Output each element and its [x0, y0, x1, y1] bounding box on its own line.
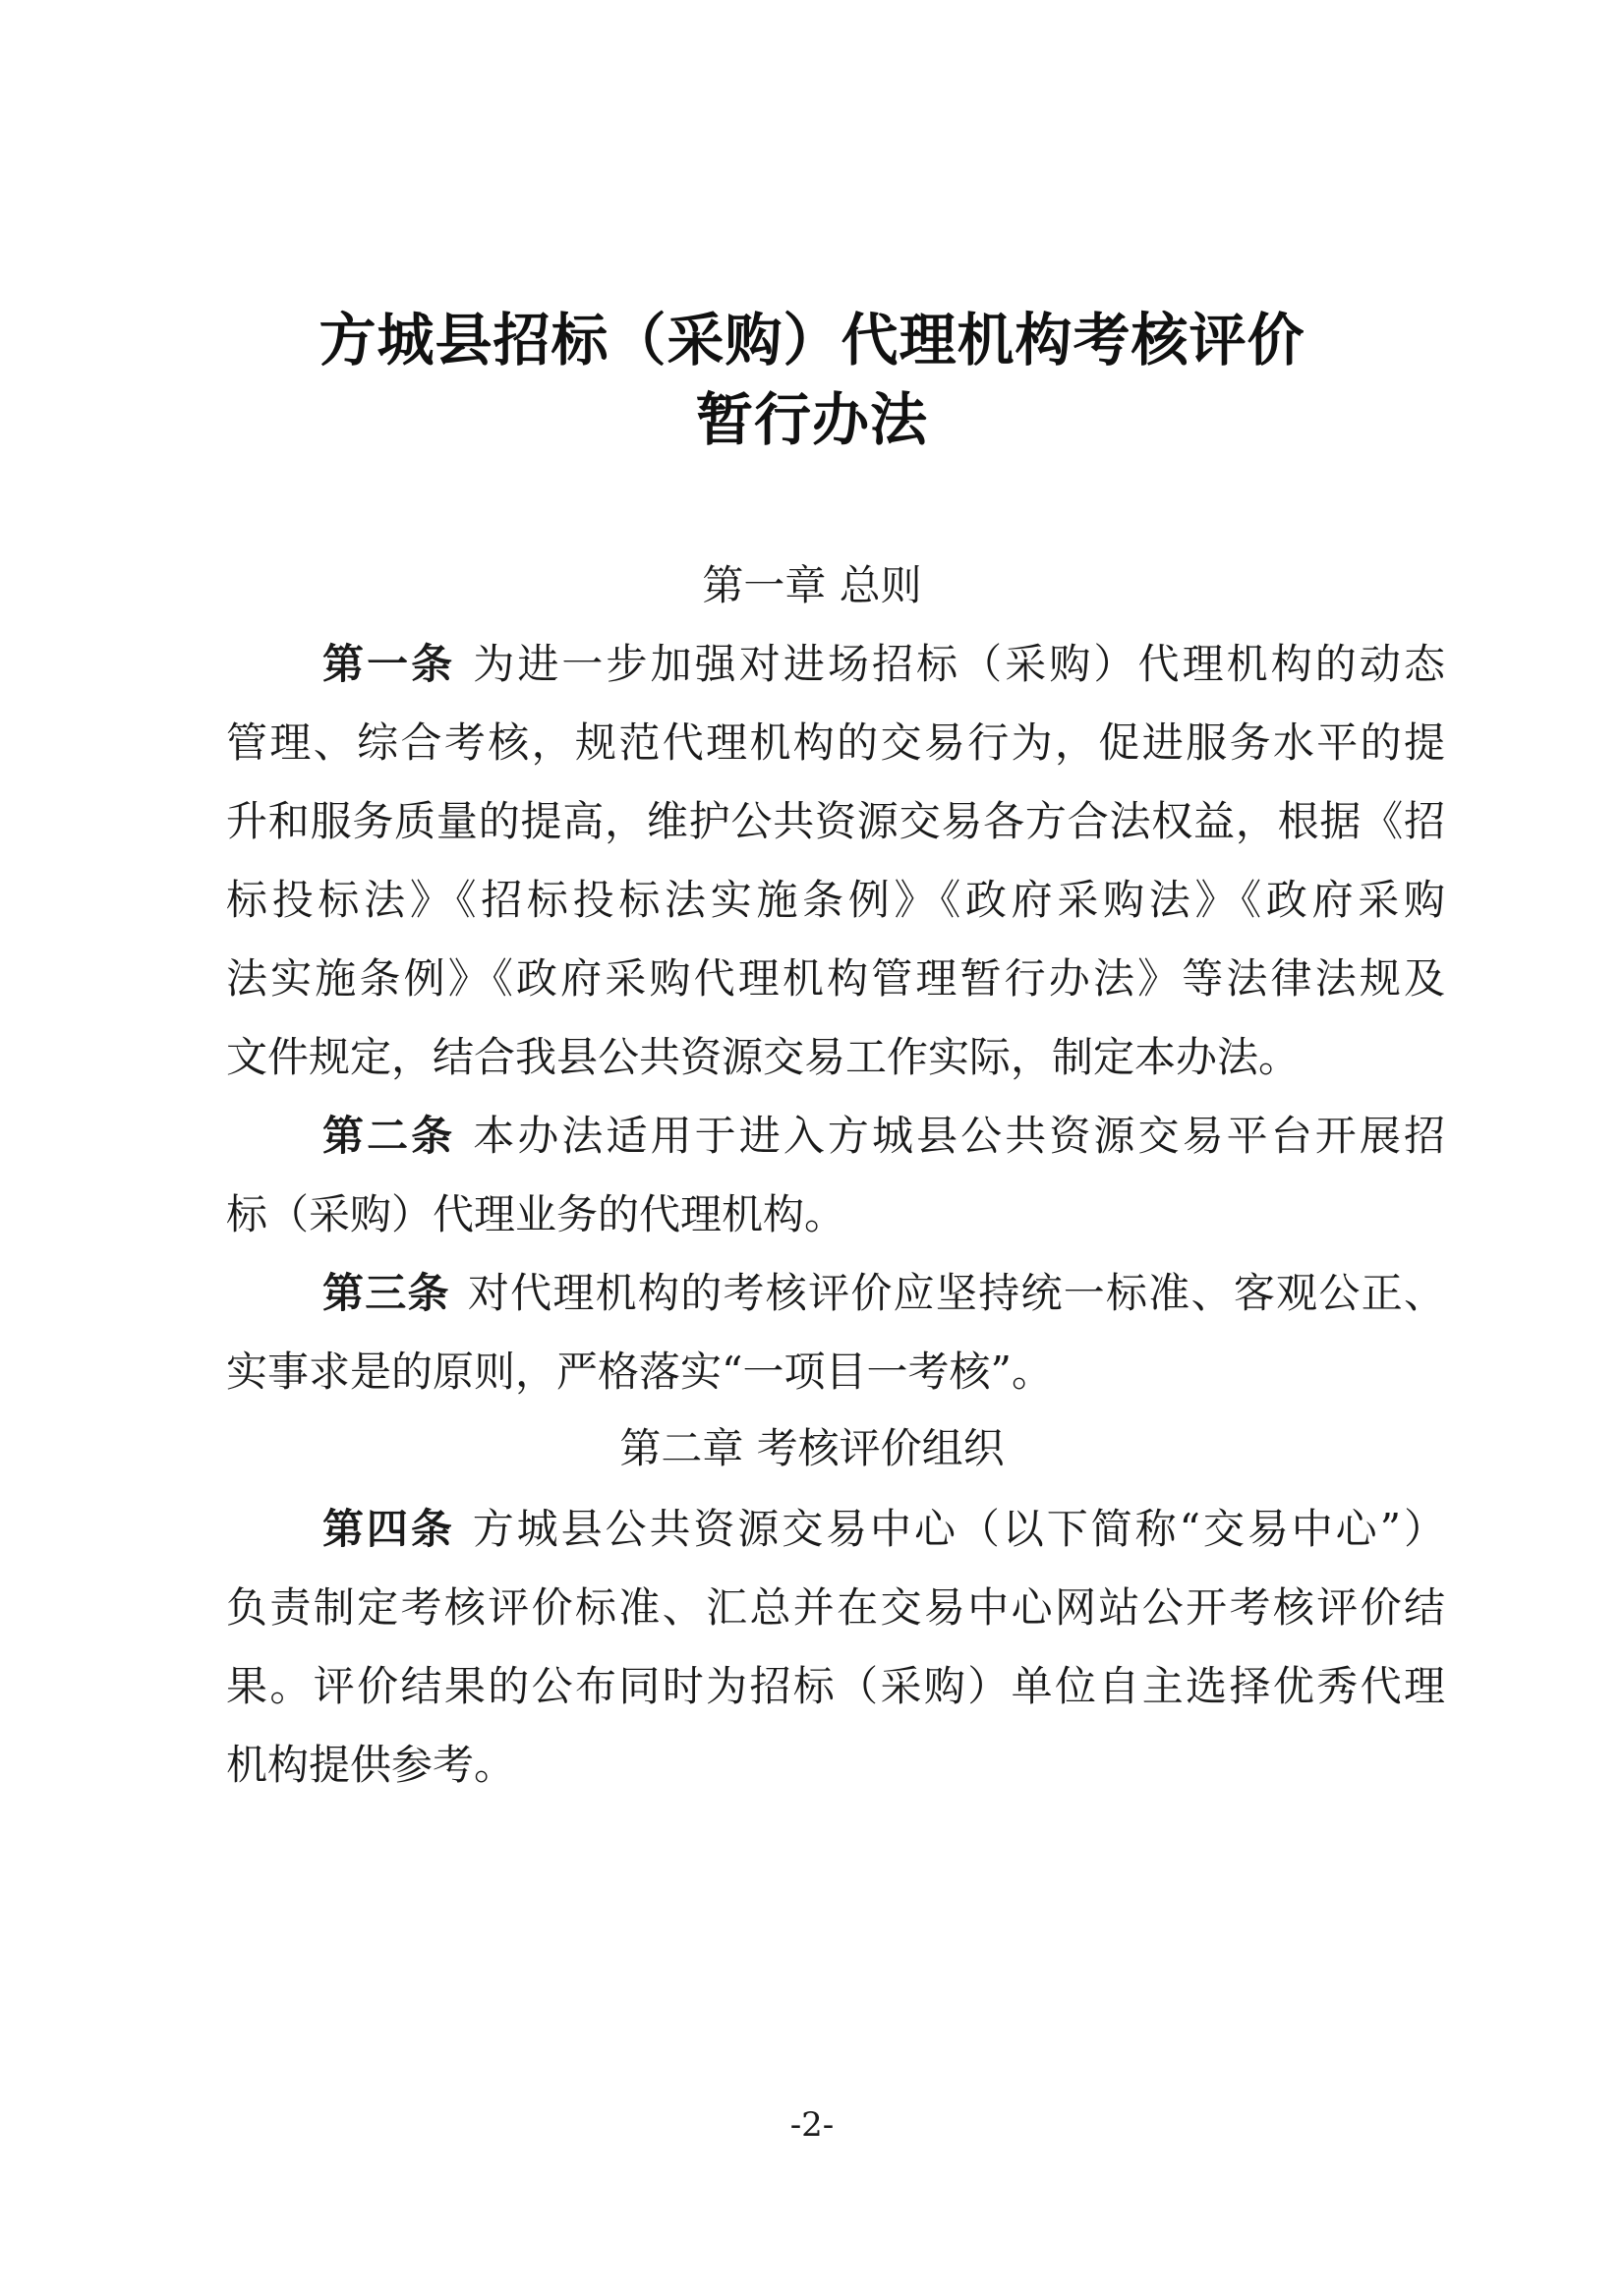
article-1-line: [322, 635, 1445, 694]
article-4-line: 机构提供参考。: [226, 1741, 516, 1789]
page-number: -2-: [789, 2105, 835, 2145]
article-2-text: 本办法适用于进入方城县公共资源交易平台开展招: [473, 1112, 1445, 1160]
article-4-text: 方城县公共资源交易中心（以下简称“交易中心”）: [472, 1505, 1445, 1553]
chapter-1-heading: 第一章 总则: [702, 561, 922, 609]
article-3-text: 对代理机构的考核评价应坚持统一标准、客观公正、: [467, 1269, 1445, 1317]
article-3-line: 实事求是的原则，严格落实“一项目一考核”。: [226, 1348, 1053, 1396]
article-1-line: 文件规定，结合我县公共资源交易工作实际，制定本办法。: [226, 1033, 1301, 1081]
article-1-line: 法实施条例》《政府采购代理机构管理暂行办法》等法律法规及: [226, 954, 1445, 1003]
article-4-line: 果。评价结果的公布同时为招标（采购）单位自主选择优秀代理: [226, 1662, 1445, 1710]
article-1-label: 第一条: [322, 640, 456, 688]
article-1-line: 标投标法》《招标投标法实施条例》《政府采购法》《政府采购: [226, 876, 1445, 924]
article-4-line: [322, 1500, 1445, 1559]
article-4-label: 第四条: [322, 1505, 455, 1553]
article-2-line: [322, 1107, 1445, 1166]
article-2-line: 标（采购）代理业务的代理机构。: [226, 1190, 846, 1238]
article-4-line: 负责制定考核评价标准、汇总并在交易中心网站公开考核评价结: [226, 1583, 1445, 1632]
article-2-label: 第二条: [322, 1112, 456, 1160]
document-title-line-2: 暂行办法: [695, 386, 928, 453]
chapter-2-heading: 第二章 考核评价组织: [619, 1424, 1005, 1472]
article-3-label: 第三条: [322, 1269, 450, 1317]
article-1-line: 升和服务质量的提高，维护公共资源交易各方合法权益，根据《招: [226, 797, 1445, 845]
document-title-line-1: 方城县招标（采购）代理机构考核评价: [319, 307, 1305, 373]
article-3-line: [322, 1264, 1445, 1323]
article-1-line: 管理、综合考核，规范代理机构的交易行为，促进服务水平的提: [226, 718, 1445, 767]
article-1-text: 为进一步加强对进场招标（采购）代理机构的动态: [473, 640, 1445, 688]
